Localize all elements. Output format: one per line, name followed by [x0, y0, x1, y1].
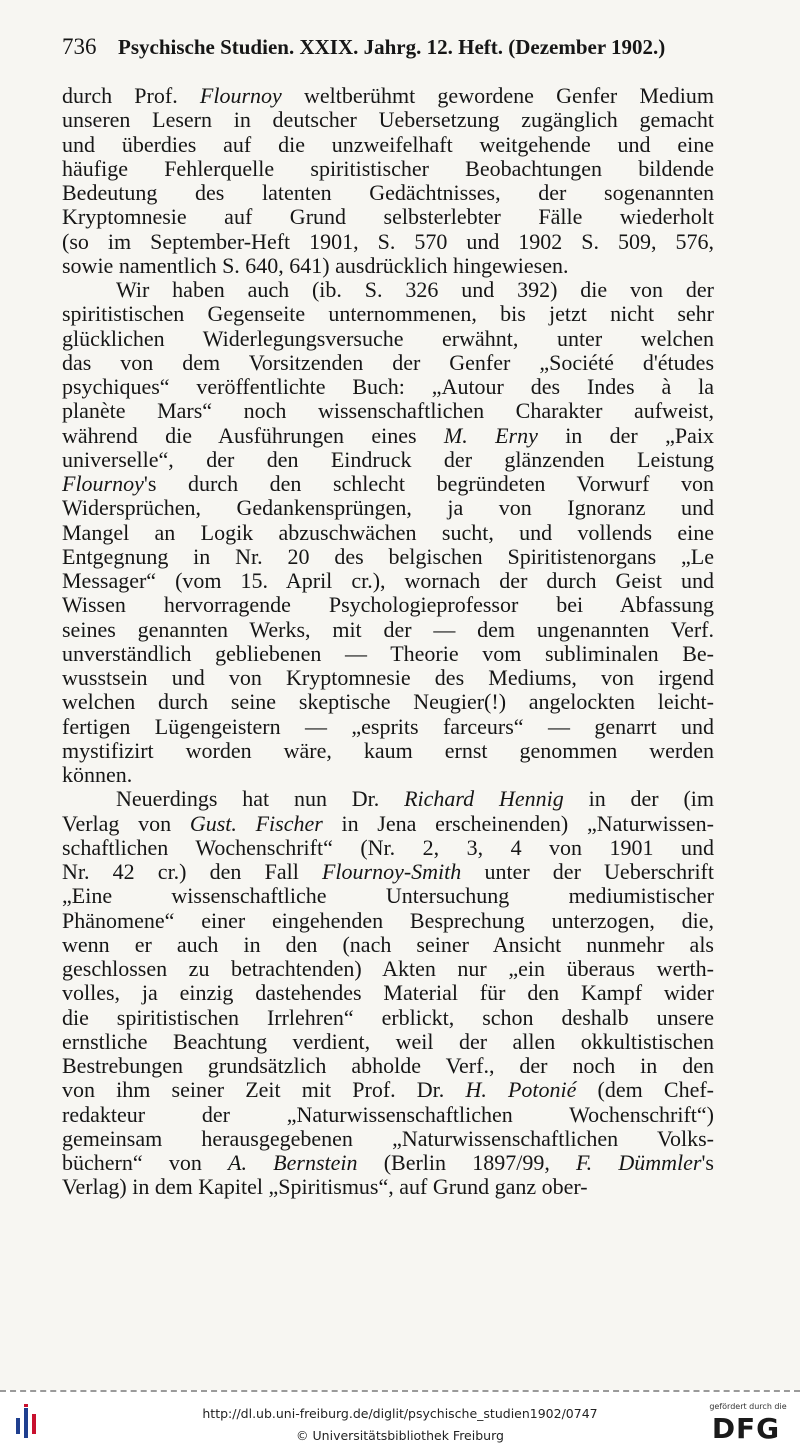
text-line: (so im September-Heft 1901, S. 570 und 1902 S. 509, 576, — [62, 228, 714, 254]
text-line: spiritistischen Gegenseite unternommenen, bis jetzt nicht sehr — [62, 301, 714, 327]
text-line: können. — [62, 762, 133, 787]
text-line: Verlag von Gust. Fischer in Jena erscheinenden) „Naturwissen- — [62, 810, 715, 836]
text-line: Messager“ (vom 15. April cr.), wornach der durch Geist und — [62, 568, 714, 593]
text-line: die spiritistischen Irrlehren“ erblickt, schon deshalb unsere — [62, 1004, 714, 1030]
dfg-logo: DFG — [711, 1412, 781, 1445]
running-header — [62, 34, 717, 64]
running-title: Psychische Studien. XXIX. Jahrg. 12. Heft. (Dezember 1902.) — [118, 35, 666, 59]
text-line: während die Ausführungen eines M. Erny in der „Paix — [62, 422, 714, 448]
text-line: unseren Lesern in deutscher Uebersetzung zugänglich gemacht — [62, 107, 714, 133]
text-line: seines genannten Werks, mit der — dem ungenannten Verf. — [62, 616, 714, 642]
text-line: wusstsein und von Kryptomnesie des Mediums, von irgend — [62, 665, 714, 690]
text-line: volles, ja einzig dastehendes Material für den Kampf wider — [62, 980, 714, 1006]
text-line: gemeinsam herausgegebenen „Naturwissenschaftlichen Volks- — [62, 1125, 714, 1151]
text-line: von ihm seiner Zeit mit Prof. Dr. H. Potonié (dem Chef- — [62, 1077, 714, 1103]
text-line: Verlag) in dem Kapitel „Spiritismus“, auf Grund ganz ober- — [62, 1174, 588, 1200]
text-line: welchen durch seine skeptische Neugier(!) angelockten leicht- — [62, 689, 714, 715]
text-line: fertigen Lügengeistern — „esprits farceurs“ — genarrt und — [62, 713, 714, 739]
text-line: redakteur der „Naturwissenschaftlichen Wochenschrift“) — [62, 1101, 714, 1127]
text-line: durch Prof. Flournoy weltberühmt gewordene Genfer Medium — [62, 83, 714, 108]
page-number: 736 — [62, 34, 97, 59]
text-line: glücklichen Widerlegungsversuche erwähnt, unter welchen — [62, 325, 714, 351]
text-line: mystifizirt worden wäre, kaum ernst genommen werden — [62, 737, 714, 763]
text-line: das von dem Vorsitzenden der Genfer „Société d'études — [62, 349, 714, 375]
text-line: Flournoy's durch den schlecht begründeten Vorwurf von — [62, 471, 714, 496]
text-line: sowie namentlich S. 640, 641) ausdrücklich hingewiesen. — [62, 252, 569, 278]
viewer-footer — [0, 1390, 800, 1452]
copyright-notice: © Universitätsbibliothek Freiburg — [296, 1428, 504, 1443]
text-line: wenn er auch in den (nach seiner Ansicht nunmehr als — [62, 931, 714, 957]
text-line: unverständlich gebliebenen — Theorie vom subliminalen Be- — [62, 640, 714, 666]
text-line: häufige Fehlerquelle spiritistischer Beobachtungen bildende — [62, 155, 714, 181]
text-line: Bestrebungen grundsätzlich abholde Verf., der noch in den — [62, 1053, 714, 1078]
text-line: Kryptomnesie auf Grund selbsterlebter Fälle wiederholt — [62, 204, 714, 230]
text-line: „Eine wissenschaftliche Untersuchung mediumistischer — [62, 883, 714, 909]
text-line: Wissen hervorragende Psychologieprofessor bei Abfassung — [62, 592, 714, 618]
text-line: Phänomene“ einer eingehenden Besprechung unterzogen, die, — [62, 907, 714, 933]
text-line: psychiques“ veröffentlichte Buch: „Autour des Indes à la — [62, 374, 714, 399]
text-line: ernstliche Beachtung verdient, weil der allen okkultistischen — [62, 1028, 714, 1054]
funding-note: gefördert durch die — [709, 1402, 787, 1411]
text-line: Neuerdings hat nun Dr. Richard Hennig in der (im — [116, 786, 714, 812]
text-line: büchern“ von A. Bernstein (Berlin 1897/99, F. Dümmler's — [62, 1150, 714, 1175]
text-line: planète Mars“ noch wissenschaftlichen Charakter aufweist, — [62, 398, 714, 424]
text-line: Bedeutung des latenten Gedächtnisses, der sogenannten — [62, 180, 714, 205]
text-line: Nr. 42 cr.) den Fall Flournoy-Smith unter der Ueberschrift — [62, 859, 714, 884]
text-line: Entgegnung in Nr. 20 des belgischen Spiritistenorgans „Le — [62, 543, 714, 569]
body-text — [62, 84, 714, 1200]
text-line: schaftlichen Wochenschrift“ (Nr. 2, 3, 4 von 1901 und — [62, 834, 714, 860]
text-line: geschlossen zu betrachtenden) Akten nur „ein überaus werth- — [62, 956, 714, 981]
text-line: Wir haben auch (ib. S. 326 und 392) die von der — [116, 277, 714, 302]
permalink-url[interactable]: http://dl.ub.uni-freiburg.de/diglit/psychische_studien1902/0747 — [202, 1406, 598, 1421]
text-line: universelle“, der den Eindruck der glänzenden Leistung — [62, 446, 714, 472]
text-line: Mangel an Logik abzuschwächen sucht, und vollends eine — [62, 519, 714, 545]
text-line: Widersprüchen, Gedankensprüngen, ja von Ignoranz und — [62, 495, 714, 521]
text-line: und überdies auf die unzweifelhaft weitgehende und eine — [62, 131, 714, 157]
